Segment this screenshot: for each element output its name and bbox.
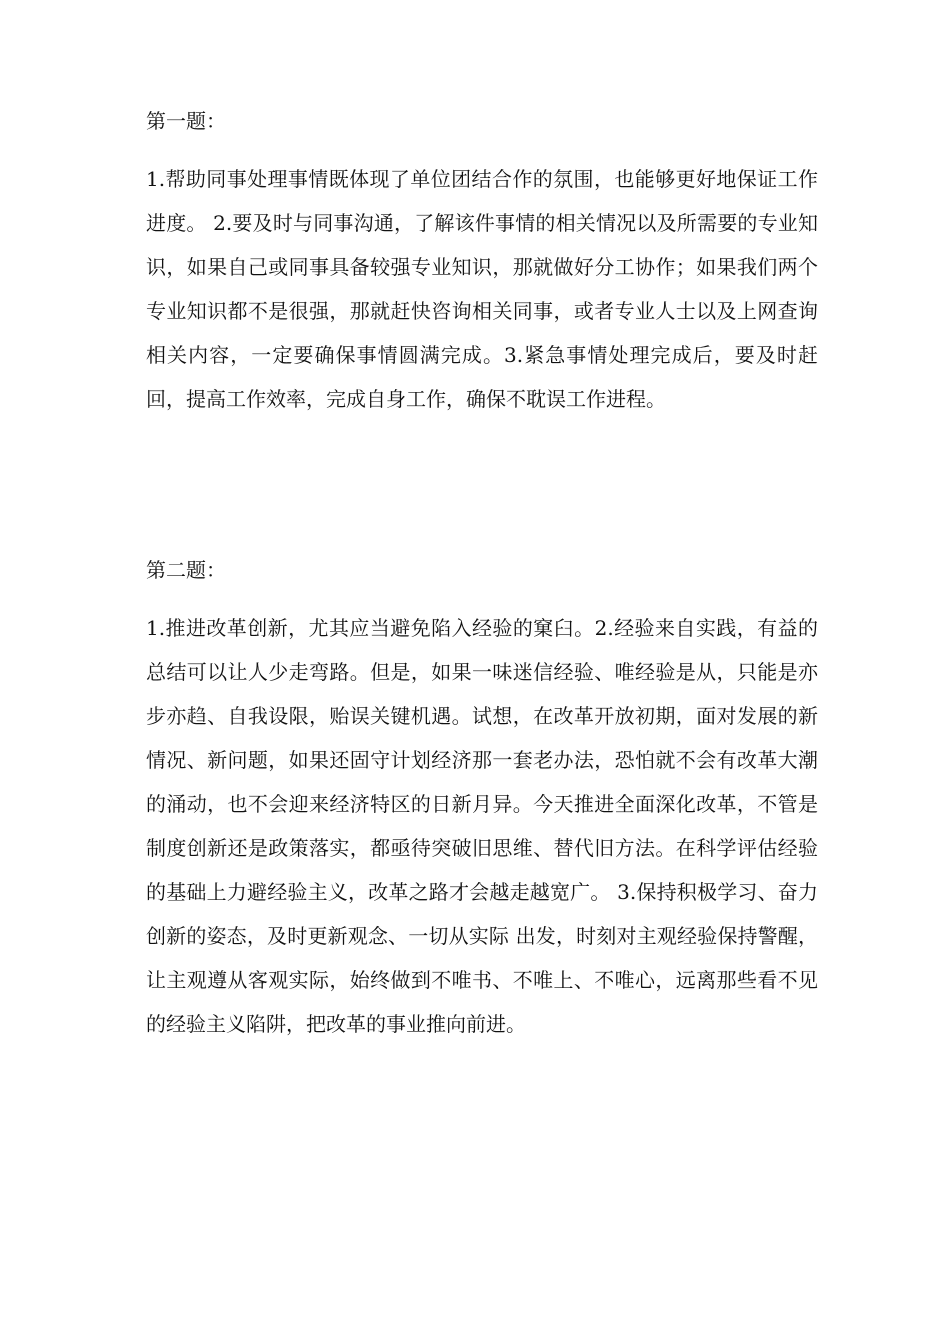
question-1-section (146, 108, 818, 421)
question-1-answer: 1.帮助同事处理事情既体现了单位团结合作的氛围，也能够更好地保证工作进度。 2.要及时与同事沟通，了解该件事情的相关情况以及所需要的专业知识，如果自己或同事具备较强专业知识，那就做好分工协作；如果我们两个专业知识都不是很强，那就赶快咨询相关同事，或者专业人士以及上网查询相关内容，一定要确保事情圆满完成。3.紧急事情处理完成后，要及时赶回，提高工作效率，完成自身工作，确保不耽误工作进程。 (146, 167, 818, 411)
question-2-heading: 第二题： (146, 558, 226, 582)
question-1-heading: 第一题： (146, 109, 226, 133)
question-2-section (146, 557, 818, 1046)
question-2-answer: 1.推进改革创新，尤其应当避免陷入经验的窠臼。2.经验来自实践，有益的总结可以让人少走弯路。但是，如果一味迷信经验、唯经验是从，只能是亦步亦趋、自我设限，贻误关键机遇。试想，在改革开放初期，面对发展的新情况、新问题，如果还固守计划经济那一套老办法，恐怕就不会有改革大潮的涌动，也不会迎来经济特区的日新月异。今天推进全面深化改革，不管是制度创新还是政策落实，都亟待突破旧思维、替代旧方法。在科学评估经验的基础上力避经验主义，改革之路才会越走越宽广。 3.保持积极学习、奋力创新的姿态，及时更新观念、一切从实际 出发，时刻对主观经验保持警醒，让主观遵从客观实际，始终做到不唯书、不唯上、不唯心，远离那些看不见的经验主义陷阱，把改革的事业推向前进。 (146, 616, 818, 1036)
